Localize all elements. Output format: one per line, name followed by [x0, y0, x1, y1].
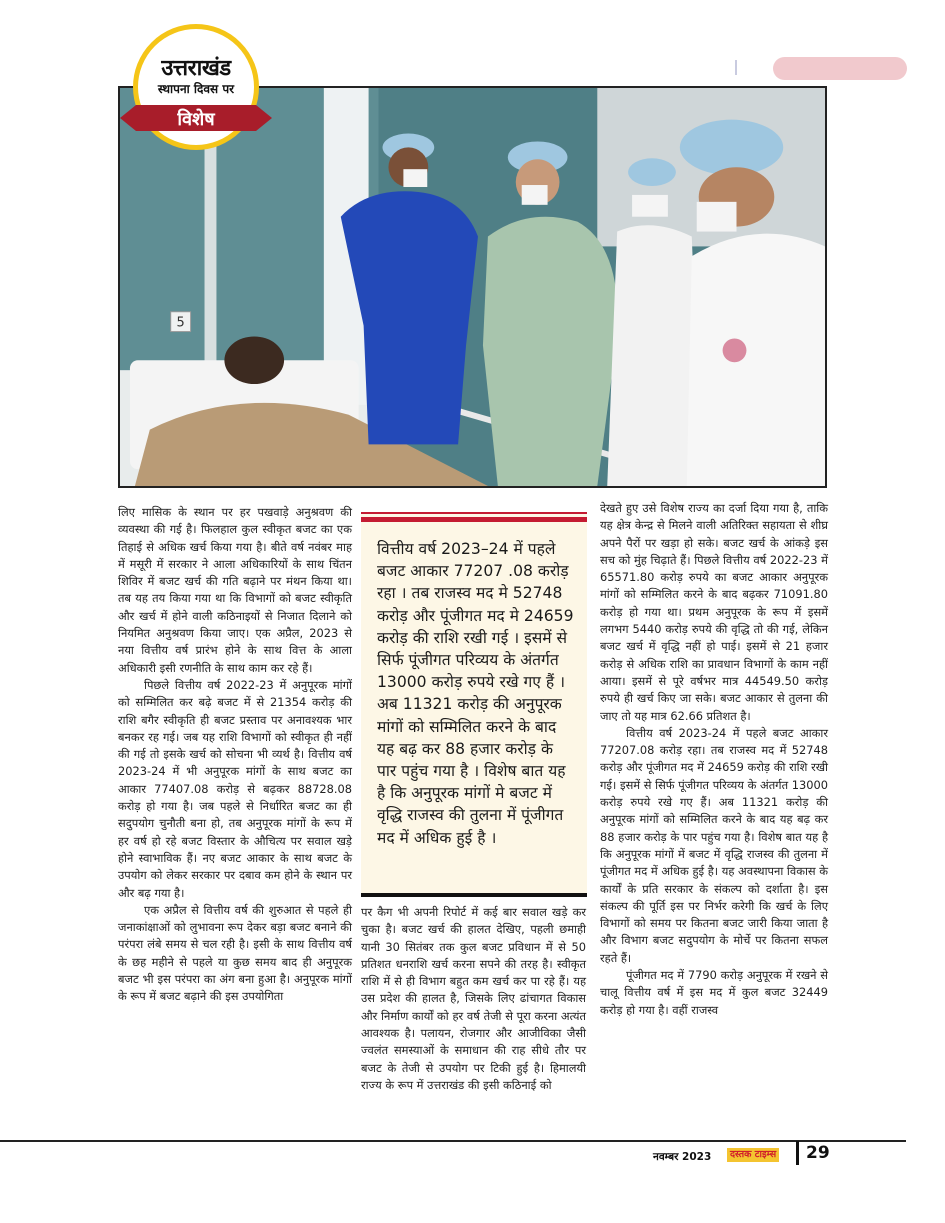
publication-logo: दस्तक टाइम्स	[727, 1148, 779, 1162]
article-column-2	[361, 904, 586, 1094]
footer-rule	[0, 1140, 906, 1142]
header-accent-pill	[773, 57, 907, 80]
photo-mask	[403, 169, 427, 187]
page-number: 29	[806, 1143, 830, 1163]
photo-patient-head	[224, 337, 284, 385]
badge-title: उत्तराखंड	[161, 56, 231, 81]
photo-green-kurta	[483, 217, 618, 486]
paragraph: पर कैग भी अपनी रिपोर्ट में कई बार सवाल खड़े कर चुका है। बजट खर्च की हालत देखिए, पहली छमाही यानी 30 सितंबर तक कुल बजट प्रविधान में से 50 प्रतिशत धनराशि खर्च करना सपने की तरह है। स्वीकृत राशि में से ही विभाग बहुत कम खर्च कर पा रहे हैं। यह उस प्रदेश की हालत है, जिसके लिए ढांचागत विकास और निर्माण कार्यों को हर वर्ष तेजी से पूरा करना अत्यंत आवश्यक है। पलायन, रोजगार और आजीविका जैसी ज्वलंत समस्याओं के समाधान की राह सीधे तौर पर बजट के तेजी से उपयोग पर टिकी हुई है। हिमालयी राज्य के रूप में उत्तराखंड की इसी कठिनाई को	[361, 905, 586, 1092]
photo-mask	[697, 202, 737, 232]
paragraph: पिछले वित्तीय वर्ष 2022-23 में अनुपूरक मांगों को सम्मिलित कर बढ़े बजट में से 21354 करोड़ की राशि बगैर स्वीकृति ही बजट प्रस्ताव पर अनावश्यक भार बनकर रह गई। जब यह राशि विभागों को स्वीकृत ही नहीं की गई तो इसके खर्च को सोचना भी व्यर्थ है। वित्तीय वर्ष 2023-24 में भी अनुपूरक मांगों के साथ बजट का आकार 77407.08 करोड़ से बढ़कर 88728.08 करोड़ हो गया है। जब पहले से निर्धारित बजट का ही सदुपयोग चुनौती बना हो, तब अनुपूरक मांगों के रूप में हर वर्ष हो रहे बजट विस्तार के औचित्य पर सवाल खड़े होने स्वाभाविक हैं। नए बजट आकार के साथ बजट के उपयोग को लेकर सरकार पर दबाव कम होने के स्थान पर और बढ़ गया है।	[118, 677, 352, 900]
article-column-1	[118, 504, 352, 1006]
badge-ribbon-label: विशेष	[177, 109, 215, 130]
pull-quote-rule-thin	[361, 512, 587, 514]
badge-subtitle: स्थापना दिवस पर	[157, 82, 235, 96]
photo-white-coat	[687, 234, 825, 486]
photo-white-kurta	[607, 225, 701, 486]
photo-mask	[632, 195, 668, 217]
pull-quote-text: वित्तीय वर्ष 2023–24 में पहले बजट आकार 77207 .08 करोड़ रहा । तब राजस्व मद मे 52748 करोड़ और पूंजीगत मद मे 24659 करोड़ की राशि रखी गई । इसमें से सिर्फ पूंजीगत परिव्यय के अंतर्गत 13000 करोड़ रुपये रखे गए हैं । अब 11321 करोड़ की अनुपूरक मांगों को सम्मिलित करने के बाद यह बढ़ कर 88 हजार करोड़ के पार पहुंच गया है । विशेष बात यह है कि अनुपूरक मांगों मे बजट में वृद्धि राजस्व की तुलना में पूंजीगत मद में अधिक हुई है ।	[377, 540, 574, 847]
article-column-3	[600, 500, 828, 1019]
issue-date: नवम्बर 2023	[653, 1151, 712, 1163]
paragraph: पूंजीगत मद में 7790 करोड़ अनुपूरक में रखने से चालू वित्तीय वर्ष में इस मद में कुल बजट 32449 करोड़ हो गया है। वहीं राजस्व	[600, 968, 828, 1017]
pull-quote-box	[361, 512, 587, 894]
photo-coat-emblem	[723, 338, 747, 362]
paragraph: वित्तीय वर्ष 2023-24 में पहले बजट आकार 77207.08 करोड़ रहा। तब राजस्व मद में 52748 करोड़ और पूंजीगत मद में 24659 करोड़ की राशि रखी गई। इसमें से सिर्फ पूंजीगत परिव्यय के अंतर्गत 13000 करोड़ रुपये रखे गए हैं। अब 11321 करोड़ की अनुपूरक मांगों को सम्मिलित करने के बाद यह बढ़ कर 88 हजार करोड़ के पार पहुंच गया है। विशेष बात यह है कि अनुपूरक मांगों में बजट में वृद्धि राजस्व की तुलना में पूंजीगत मद में अधिक हुई है। यह अवस्थापना विकास के कार्यों के प्रति सरकार के संकल्प को दर्शाता है। इस संकल्प की पूर्ति इस पर निर्भर करेगी कि खर्च के लिए विभागों को समय पर कितना बजट जारी किया जाता है और विभाग बजट सदुपयोग के मोर्चे पर कितना सफल रहते हैं।	[600, 725, 828, 965]
header-divider	[735, 60, 737, 75]
paragraph: देखते हुए उसे विशेष राज्य का दर्जा दिया गया है, ताकि यह क्षेत्र केन्द्र से मिलने वाली अतिरिक्त सहायता से शीघ्र अपने पैरों पर खड़ा हो सके। बजट खर्च के आंकड़े इस सच को मुंह चिढ़ाते हैं। पिछले वित्तीय वर्ष 2022-23 में 65571.80 करोड़ रुपये का बजट आकार अनुपूरक मांगों को सम्मिलित करने के बाद बढ़कर 71091.80 करोड़ हो गया था। प्रथम अनुपूरक के रूप में इसमें लगभग 5440 करोड़ रुपये की वृद्धि तो की गई, लेकिन बजट खर्च में वृद्धि नहीं हो पाई। इसमें से 21 हजार करोड़ से अधिक राशि का प्रावधान विभागों के काम नहीं आया। इसमें से पूरे वर्षभर मात्र 44549.50 करोड़ रुपये ही खर्च किए जा सके। बजट आकार से तुलना की जाए तो यह मात्र 62.66 प्रतिशत है।	[600, 501, 828, 723]
paragraph: लिए मासिक के स्थान पर हर पखवाड़े अनुश्रवण की व्यवस्था की गई है। फिलहाल कुल स्वीकृत बजट का एक तिहाई से अधिक खर्च किया गया है। बीते वर्ष नवंबर माह में मसूरी में सरकार ने आला अधिकारियों के साथ चिंतन शिविर में बजट खर्च की गति बढ़ाने पर मंथन किया था। तब यह तय किया गया था कि विभागों को बजट स्वीकृति और खर्च में होने वाली कठिनाइयों से निजात दिलाने को नियमित अनुश्रवण किया जाए। एक अप्रैल, 2023 से नया वित्तीय वर्ष प्रारंभ होने के साथ वित्त के आला अधिकारी इसी रणनीति के साथ काम कर रहे हैं।	[118, 505, 352, 675]
photo-surgical-cap	[628, 158, 676, 186]
badge-ribbon	[120, 101, 272, 135]
paragraph: एक अप्रैल से वित्तीय वर्ष की शुरुआत से पहले ही जनाकांक्षाओं को लुभावना रूप देकर बड़ा बजट बनाने की परंपरा लंबे समय से चल रही है। इसी के साथ वित्तीय वर्ष के छह महीने से पहले या कुछ समय बाद ही अनुपूरक बजट भी इस परंपरा का अंग बना हुआ है। अनुपूरक मांगों के रूप में बजट बढ़ाने की इस उपयोगिता	[118, 902, 352, 1004]
footer-divider	[796, 1141, 799, 1165]
photo-bed-number: 5	[176, 315, 185, 331]
pull-quote-rule-thick	[361, 517, 587, 522]
photo-surgical-cap	[680, 120, 783, 175]
pull-quote-bottom-rule	[361, 893, 587, 897]
photo-mask	[522, 185, 548, 205]
